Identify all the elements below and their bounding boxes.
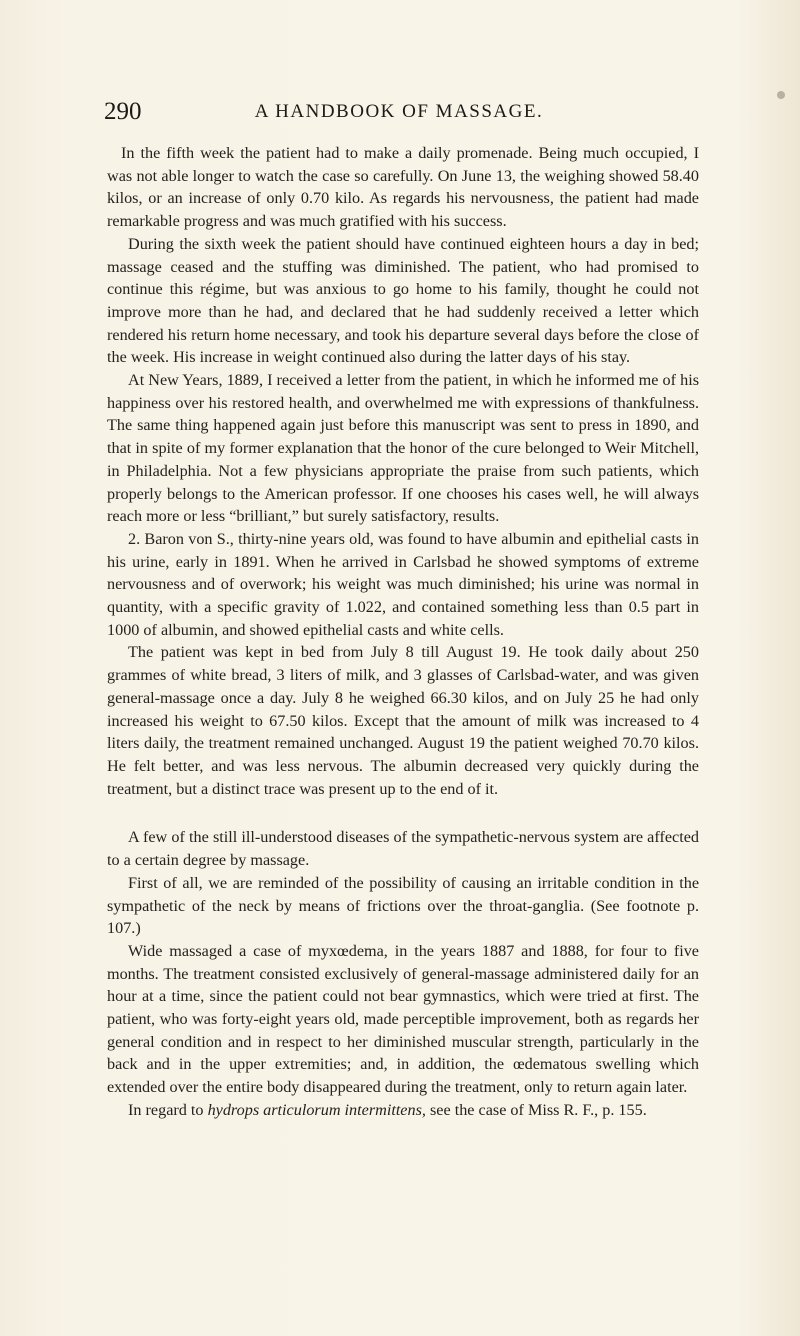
disease-name-italic: hydrops articulorum intermittens, [207,1100,426,1119]
paragraph: At New Years, 1889, I received a letter from the patient, in which he informed me of his happiness over his restored health, and overwhelmed me with expressions of thankfulness. The same thing happened again just before this manuscript was sent to press in 1890, and that in spite of my former explanation that the honor of the cure belonged to Weir Mitchell, in Philadelphia. Not a few physicians appropriate the praise from such patients, which properly belongs to the American professor. If one chooses his cases well, he will always reach more or less “brilliant,” but surely satisfactory, results. [107,371,699,526]
last-paragraph-suffix: see the case of Miss R. F., p. 155. [425,1100,647,1119]
paragraph: During the sixth week the patient should have continued eighteen hours a day in bed; massage ceased and the stuffing was diminished. The patient, who had promised to continue this régime, but was anxious to go home to his family, thought he could not improve more than he had, and declared that he had suddenly received a letter which rendered his return home necessary, and took his departure several days before the close of the week. His increase in weight continued also during the latter days of his stay. [107,234,699,367]
paragraph: Wide massaged a case of myxœdema, in the years 1887 and 1888, for four to five months. The treatment consisted exclusively of general-massage administered daily for an hour at a time, since the patient could not bear gymnastics, which were tried at first. The patient, who was forty-eight years old, made perceptible improvement, both as regards her general condition and in respect to her diminished muscular strength, particularly in the back and in the upper extremities; and, in addition, the œdematous swelling which extended over the entire body disappeared during the treatment, only to return again later. [107,941,699,1097]
paragraph: 2. Baron von S., thirty-nine years old, was found to have albumin and epithelial casts in his urine, early in 1891. When he arrived in Carlsbad he showed symptoms of extreme nervousness and of overwork; his weight was much diminished; his urine was normal in quantity, with a specific gravity of 1.022, and contained something less than 0.5 part in 1000 of albumin, and showed epithelial casts and white cells. [107,529,699,639]
paragraph: The patient was kept in bed from July 8 till August 19. He took daily about 250 grammes of white bread, 3 liters of milk, and 3 glasses of Carlsbad-water, and was given general-massage once a day. July 8 he weighed 66.30 kilos, and on July 25 he had only increased his weight to 67.50 kilos. Except that the amount of milk was increased to 4 liters daily, the treatment remained unchanged. August 19 the patient weighed 70.70 kilos. He felt better, and was less nervous. The albumin decreased very quickly during the treatment, but a distinct trace was present up to the end of it. [107,643,699,798]
page-number: 290 [104,98,142,125]
last-paragraph-prefix: In regard to [128,1100,208,1119]
paragraph-last [107,1099,699,1122]
running-head: A HANDBOOK OF MASSAGE. [254,101,544,122]
page-spot [777,91,785,99]
body-text [107,142,699,1122]
paragraph: First of all, we are reminded of the possibility of causing an irritable condition in the sympathetic of the neck by means of frictions over the throat-ganglia. (See footnote p. 107.) [107,873,699,938]
paragraph: A few of the still ill-understood diseases of the sympathetic-nervous system are affected to a certain degree by massage. [107,828,699,870]
paragraph: In the fifth week the patient had to make a daily promenade. Being much occupied, I was not able longer to watch the case so carefully. On June 13, the weighing showed 58.40 kilos, or an increase of only 0.70 kilo. As regards his nervousness, the patient had made remarkable progress and was much gratified with his success. [107,144,699,231]
page-header [104,98,694,128]
